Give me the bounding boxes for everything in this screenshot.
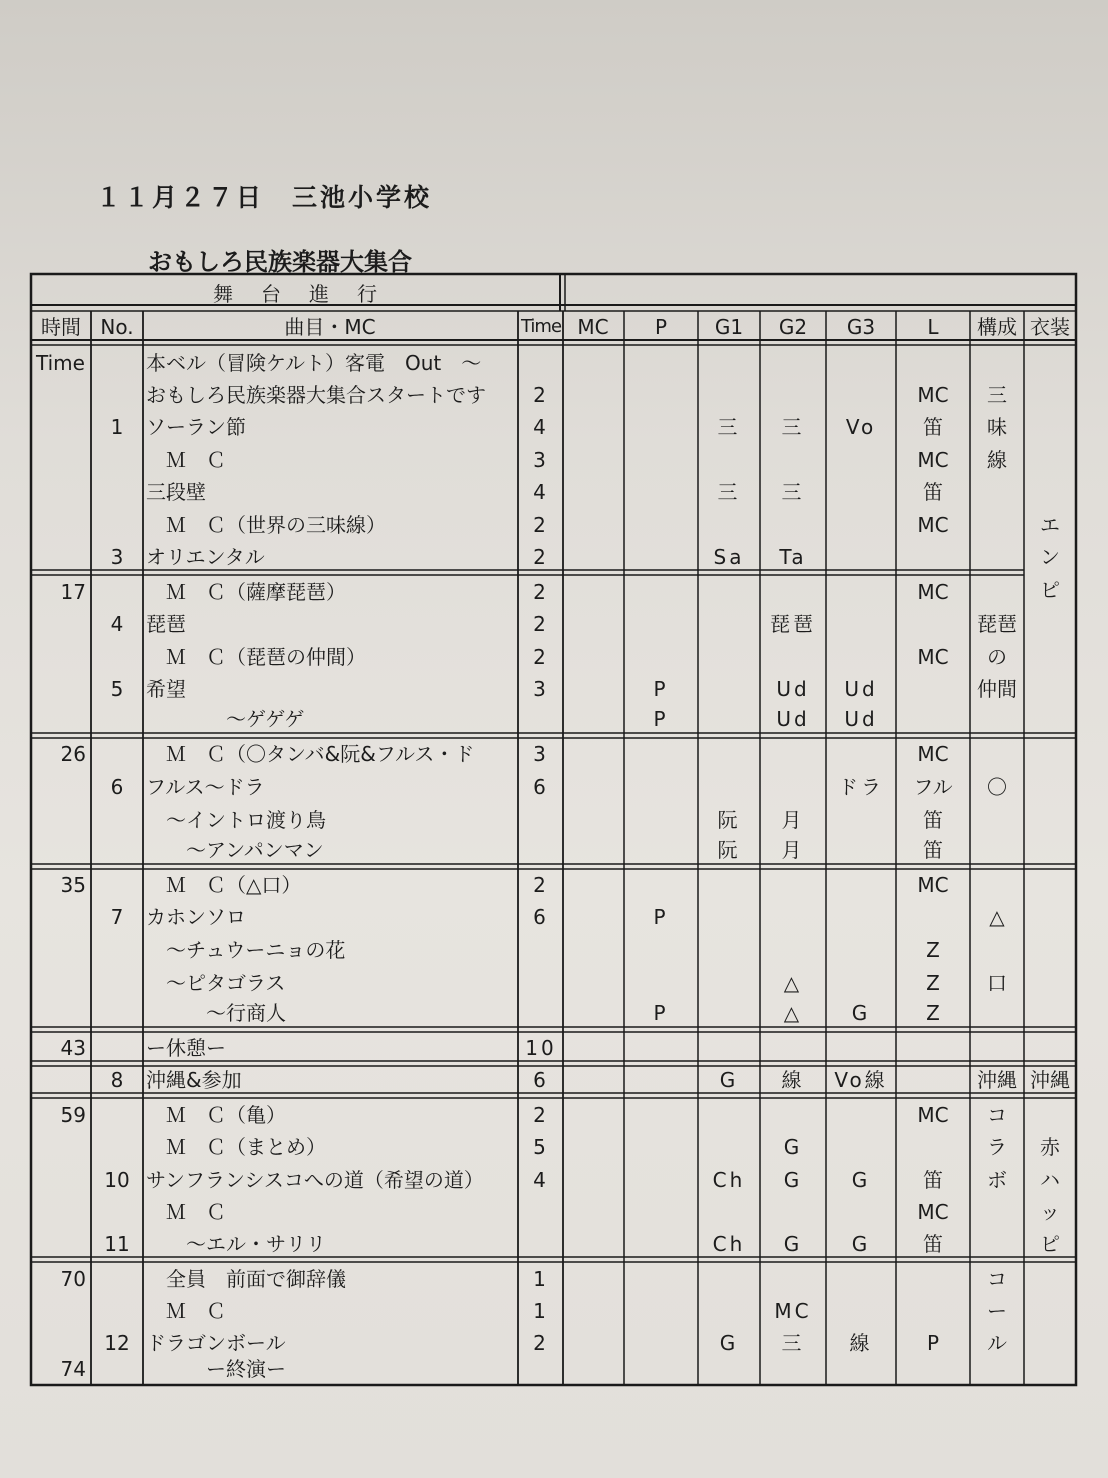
cell-title: 本ベル（冒険ケルト）客電 Out ～ bbox=[146, 353, 482, 373]
cell-g3: G bbox=[851, 1168, 871, 1192]
cell-time: 70 bbox=[60, 1267, 86, 1291]
cell-g1: 阮 bbox=[717, 838, 741, 862]
cell-title: ～アンパンマン bbox=[146, 840, 324, 860]
column-header-costume: 衣装 bbox=[1030, 315, 1070, 339]
cell-dur: 2 bbox=[533, 1331, 549, 1355]
cell-g3: Ud bbox=[844, 677, 878, 701]
cell-g1: G bbox=[719, 1068, 739, 1092]
cell-no: 5 bbox=[110, 677, 124, 701]
cell-dur: 2 bbox=[533, 383, 549, 407]
column-header-kosei: 構成 bbox=[977, 315, 1017, 339]
cell-l: MC bbox=[917, 1200, 949, 1224]
cell-no: 1 bbox=[110, 415, 124, 439]
cell-dur: 2 bbox=[533, 513, 549, 537]
cell-g2: MC bbox=[774, 1299, 812, 1323]
costume-char: 沖縄 bbox=[1030, 1068, 1070, 1092]
cell-title: おもしろ民族楽器大集合スタートです bbox=[146, 385, 486, 405]
cell-dur: 6 bbox=[533, 1068, 549, 1092]
cell-p: P bbox=[653, 707, 669, 731]
cell-l: 笛 bbox=[923, 415, 943, 439]
cell-kosei: ル bbox=[987, 1331, 1007, 1355]
cell-g1: G bbox=[719, 1331, 739, 1355]
column-header-l: L bbox=[927, 315, 939, 339]
cell-g1: 三 bbox=[717, 415, 741, 439]
program-title: おもしろ民族楽器大集合 bbox=[148, 248, 412, 276]
cell-dur: 2 bbox=[533, 1103, 549, 1127]
cell-kosei: 口 bbox=[987, 971, 1007, 995]
column-header-time: 時間 bbox=[41, 315, 81, 339]
costume-char: エ bbox=[1040, 513, 1060, 537]
cell-l: Z bbox=[926, 1001, 940, 1025]
cell-g2: Ud bbox=[776, 677, 810, 701]
cell-title: ～エル・サリリ bbox=[146, 1234, 326, 1254]
cell-l: Z bbox=[926, 971, 940, 995]
cell-g2: G bbox=[783, 1135, 803, 1159]
costume-char: 赤 bbox=[1040, 1135, 1060, 1159]
cell-dur: 1 bbox=[533, 1267, 549, 1291]
cell-title: Ｍ Ｃ（薩摩琵琶） bbox=[146, 582, 346, 602]
cell-dur: 2 bbox=[533, 645, 549, 669]
cell-g1: 三 bbox=[717, 480, 741, 504]
cell-g1: Ch bbox=[712, 1168, 746, 1192]
cell-g3: 線 bbox=[849, 1331, 873, 1355]
costume-char: ン bbox=[1040, 545, 1060, 569]
cell-kosei: ー bbox=[987, 1299, 1007, 1323]
cell-p: P bbox=[653, 1001, 669, 1025]
cell-g1: 阮 bbox=[717, 808, 741, 832]
cell-time: 74 bbox=[60, 1357, 86, 1381]
cell-title: オリエンタル bbox=[146, 547, 265, 567]
cell-kosei: 線 bbox=[987, 448, 1007, 472]
cell-time: 43 bbox=[60, 1036, 86, 1060]
cell-p: P bbox=[653, 677, 669, 701]
cell-title: 全員 前面で御辞儀 bbox=[146, 1269, 346, 1289]
cell-g2: 三 bbox=[781, 415, 805, 439]
cell-no: 11 bbox=[104, 1232, 130, 1256]
cell-l: MC bbox=[917, 513, 949, 537]
cell-title: 三段壁 bbox=[146, 482, 206, 502]
cell-dur: 2 bbox=[533, 580, 549, 604]
cell-g2: Ta bbox=[779, 545, 807, 569]
cell-title: Ｍ Ｃ bbox=[146, 450, 226, 470]
cell-no: 4 bbox=[110, 612, 124, 636]
column-header-g3: G3 bbox=[846, 315, 876, 339]
document-date-line: １１月２７日 三池小学校 bbox=[96, 183, 433, 212]
cell-g3: Vo bbox=[845, 415, 877, 439]
costume-char: ピ bbox=[1040, 578, 1060, 602]
cell-dur: 10 bbox=[525, 1036, 557, 1060]
cell-dur: 4 bbox=[533, 415, 549, 439]
cell-dur: 4 bbox=[533, 480, 549, 504]
cell-time: Time bbox=[36, 351, 85, 375]
costume-char: ピ bbox=[1040, 1232, 1060, 1256]
cell-kosei: △ bbox=[989, 905, 1005, 929]
cell-l: MC bbox=[917, 873, 949, 897]
cell-title: Ｍ Ｃ（亀） bbox=[146, 1105, 286, 1125]
cell-g2: G bbox=[783, 1232, 803, 1256]
cell-l: MC bbox=[917, 383, 949, 407]
cell-title: Ｍ Ｃ bbox=[146, 1301, 226, 1321]
cell-dur: 6 bbox=[533, 905, 549, 929]
cell-kosei: 沖縄 bbox=[977, 1068, 1017, 1092]
cell-g2: G bbox=[783, 1168, 803, 1192]
cell-g3: Vo線 bbox=[834, 1068, 888, 1092]
cell-title: ～チュウーニョの花 bbox=[146, 940, 346, 960]
cell-kosei: ラ bbox=[987, 1135, 1007, 1159]
stage-progress-header: 舞 台 進 行 bbox=[213, 282, 381, 306]
cell-no: 6 bbox=[110, 775, 124, 799]
cell-dur: 4 bbox=[533, 1168, 549, 1192]
cell-dur: 5 bbox=[533, 1135, 549, 1159]
cell-g2: 琵琶 bbox=[770, 612, 816, 636]
cell-title: 沖縄&参加 bbox=[146, 1070, 242, 1090]
column-header-g1: G1 bbox=[714, 315, 744, 339]
cell-l: 笛 bbox=[923, 1168, 943, 1192]
costume-char: ッ bbox=[1040, 1200, 1060, 1224]
cell-l: MC bbox=[917, 645, 949, 669]
cell-no: 3 bbox=[110, 545, 124, 569]
cell-dur: 6 bbox=[533, 775, 549, 799]
cell-l: P bbox=[926, 1331, 940, 1355]
cell-no: 10 bbox=[104, 1168, 130, 1192]
cell-no: 7 bbox=[110, 905, 124, 929]
cell-kosei: コ bbox=[987, 1103, 1007, 1127]
costume-char: ハ bbox=[1040, 1168, 1060, 1192]
cell-g2: △ bbox=[783, 1001, 803, 1025]
cell-title: Ｍ Ｃ（琵琶の仲間） bbox=[146, 647, 366, 667]
cell-l: 笛 bbox=[923, 480, 943, 504]
cell-l: MC bbox=[917, 580, 949, 604]
cell-dur: 2 bbox=[533, 873, 549, 897]
cell-time: 26 bbox=[60, 742, 86, 766]
cell-g3: G bbox=[851, 1232, 871, 1256]
cell-g2: 線 bbox=[781, 1068, 805, 1092]
cell-g3: ドラ bbox=[838, 775, 884, 799]
cell-p: P bbox=[653, 905, 669, 929]
cell-l: フル bbox=[913, 775, 953, 799]
cell-g2: Ud bbox=[776, 707, 810, 731]
cell-title: ～ピタゴラス bbox=[146, 973, 286, 993]
cell-l: MC bbox=[917, 448, 949, 472]
column-header-time-min: Time bbox=[520, 316, 562, 337]
cell-l: MC bbox=[917, 1103, 949, 1127]
cell-dur: 3 bbox=[533, 742, 549, 766]
cell-time: 59 bbox=[60, 1103, 86, 1127]
cell-g1: Ch bbox=[712, 1232, 746, 1256]
cell-dur: 1 bbox=[533, 1299, 549, 1323]
cell-g2: 月 bbox=[781, 808, 805, 832]
cell-title: Ｍ Ｃ（まとめ） bbox=[146, 1137, 326, 1157]
cell-kosei: の bbox=[987, 645, 1007, 669]
cell-kosei: 仲間 bbox=[977, 677, 1017, 701]
cell-title: 希望 bbox=[146, 679, 186, 699]
cell-kosei: コ bbox=[987, 1267, 1007, 1291]
cell-dur: 2 bbox=[533, 545, 549, 569]
column-header-g2: G2 bbox=[778, 315, 808, 339]
column-header-p: P bbox=[654, 315, 668, 339]
cell-title: カホンソロ bbox=[146, 907, 246, 927]
cell-title: Ｍ Ｃ（〇タンバ&阮&フルス・ド bbox=[146, 744, 475, 764]
cell-dur: 2 bbox=[533, 612, 549, 636]
cell-l: Z bbox=[926, 938, 940, 962]
cell-kosei: 琵琶 bbox=[977, 612, 1017, 636]
column-header-mc: MC bbox=[577, 315, 609, 339]
cell-no: 8 bbox=[110, 1068, 124, 1092]
cell-title: フルス～ドラ bbox=[146, 777, 265, 797]
cell-title: サンフランシスコへの道（希望の道） bbox=[146, 1170, 484, 1190]
cell-time: 35 bbox=[60, 873, 86, 897]
cell-g3: G bbox=[851, 1001, 871, 1025]
cell-dur: 3 bbox=[533, 677, 549, 701]
cell-l: 笛 bbox=[923, 1232, 943, 1256]
column-header-no: No. bbox=[100, 315, 134, 339]
cell-l: 笛 bbox=[923, 838, 943, 862]
cell-title: Ｍ Ｃ（△口） bbox=[146, 875, 302, 895]
cell-title: ソーラン節 bbox=[146, 417, 246, 437]
cell-l: 笛 bbox=[923, 808, 943, 832]
cell-title: 琵琶 bbox=[146, 614, 186, 634]
cell-title: ～イントロ渡り鳥 bbox=[146, 810, 326, 830]
cell-l: MC bbox=[917, 742, 949, 766]
cell-title: ～行商人 bbox=[146, 1003, 286, 1023]
cell-title: ～ゲゲゲ bbox=[146, 709, 305, 729]
cell-title: Ｍ Ｃ bbox=[146, 1202, 226, 1222]
cell-dur: 3 bbox=[533, 448, 549, 472]
cell-kosei: 味 bbox=[987, 415, 1007, 439]
cell-kosei: 三 bbox=[987, 383, 1007, 407]
cell-time: 17 bbox=[60, 580, 86, 604]
cell-g2: 月 bbox=[781, 838, 805, 862]
cell-g1: Sa bbox=[713, 545, 745, 569]
cell-kosei: 〇 bbox=[987, 775, 1007, 799]
cell-g3: Ud bbox=[844, 707, 878, 731]
cell-kosei: ボ bbox=[987, 1168, 1007, 1192]
cell-g2: 三 bbox=[781, 480, 805, 504]
cell-title: Ｍ Ｃ（世界の三味線） bbox=[146, 515, 386, 535]
cell-title: ー終演ー bbox=[146, 1359, 286, 1379]
cell-title: ー休憩ー bbox=[146, 1038, 226, 1058]
cell-no: 12 bbox=[104, 1331, 130, 1355]
column-header-title: 曲目・MC bbox=[284, 315, 376, 339]
cell-g2: △ bbox=[783, 971, 803, 995]
cell-g2: 三 bbox=[781, 1331, 805, 1355]
cell-title: ドラゴンボール bbox=[146, 1333, 286, 1353]
